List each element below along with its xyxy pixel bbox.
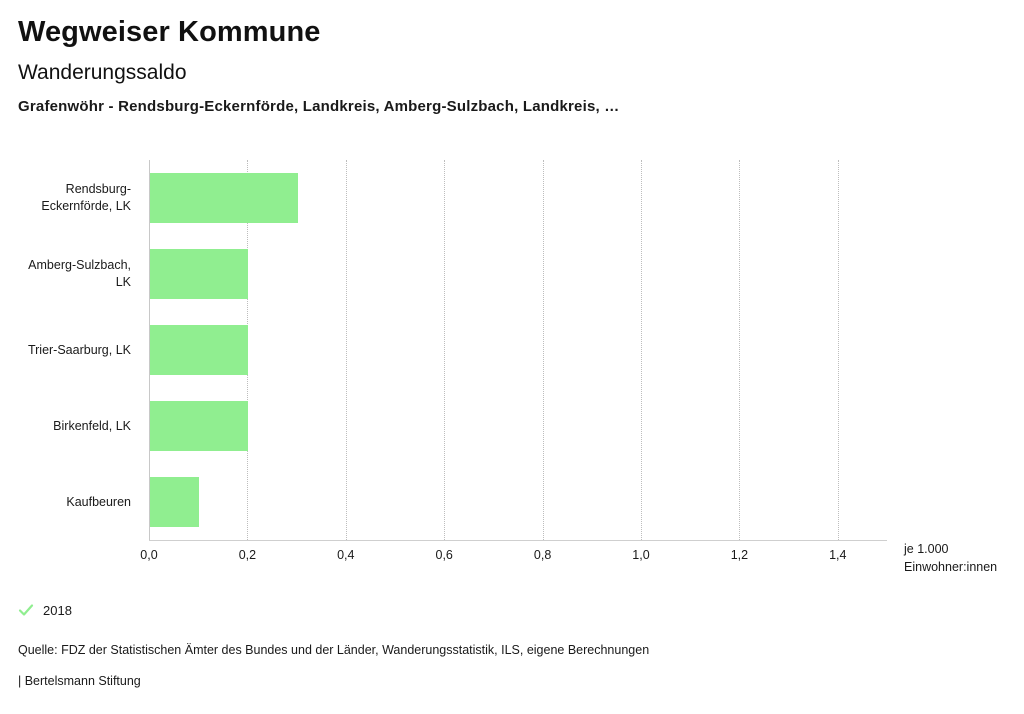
x-axis-tick-label: 0,8	[533, 548, 552, 562]
bar[interactable]	[150, 477, 199, 527]
chart-footer	[18, 641, 998, 691]
x-axis-tick-label: 0,6	[435, 548, 453, 562]
x-axis-tick-label: 1,2	[730, 548, 749, 562]
x-axis-line	[149, 540, 887, 541]
publisher-note: | Bertelsmann Stiftung	[18, 674, 141, 688]
source-note: Quelle: FDZ der Statistischen Ämter des Bundes und der Länder, Wanderungsstatistik, ILS, eigene Berechnungen	[18, 643, 650, 657]
x-axis-unit-label	[904, 540, 1024, 576]
chart-row	[18, 388, 1008, 464]
x-axis-unit-line2: Einwohner:innen	[904, 560, 998, 574]
x-axis-unit-line1: je 1.000	[904, 542, 949, 556]
chart-caption: Grafenwöhr - Rendsburg-Eckernförde, Landkreis, Amberg-Sulzbach, Landkreis, …	[18, 98, 620, 115]
x-axis-tick-label: 0,4	[337, 548, 355, 562]
chart-row	[18, 160, 1008, 236]
x-axis-tick-label: 0,0	[140, 548, 158, 562]
bar-chart	[18, 152, 1008, 574]
bar[interactable]	[150, 249, 248, 299]
legend-item-label: 2018	[43, 602, 72, 618]
category-label: Kaufbeuren	[66, 494, 131, 509]
x-axis-tick-label: 1,4	[829, 548, 847, 562]
chart-row	[18, 464, 1008, 540]
bar[interactable]	[150, 325, 248, 375]
chart-header	[18, 14, 1008, 117]
category-label: Rendsburg-Eckernförde, LK	[41, 182, 131, 213]
chart-row	[18, 236, 1008, 312]
bar[interactable]	[150, 401, 248, 451]
x-axis-tick-label: 1,0	[632, 548, 650, 562]
chart-legend	[18, 600, 72, 620]
category-label: Trier-Saarburg, LK	[27, 342, 131, 357]
page-title: Wegweiser Kommune	[18, 16, 321, 48]
bar[interactable]	[150, 173, 298, 223]
check-icon[interactable]	[18, 602, 34, 618]
chart-subtitle: Wanderungssaldo	[18, 61, 187, 84]
chart-row	[18, 312, 1008, 388]
category-label: Birkenfeld, LK	[53, 418, 131, 433]
x-axis-tick-label: 0,2	[238, 548, 257, 562]
category-label: Amberg-Sulzbach, LK	[28, 258, 131, 289]
